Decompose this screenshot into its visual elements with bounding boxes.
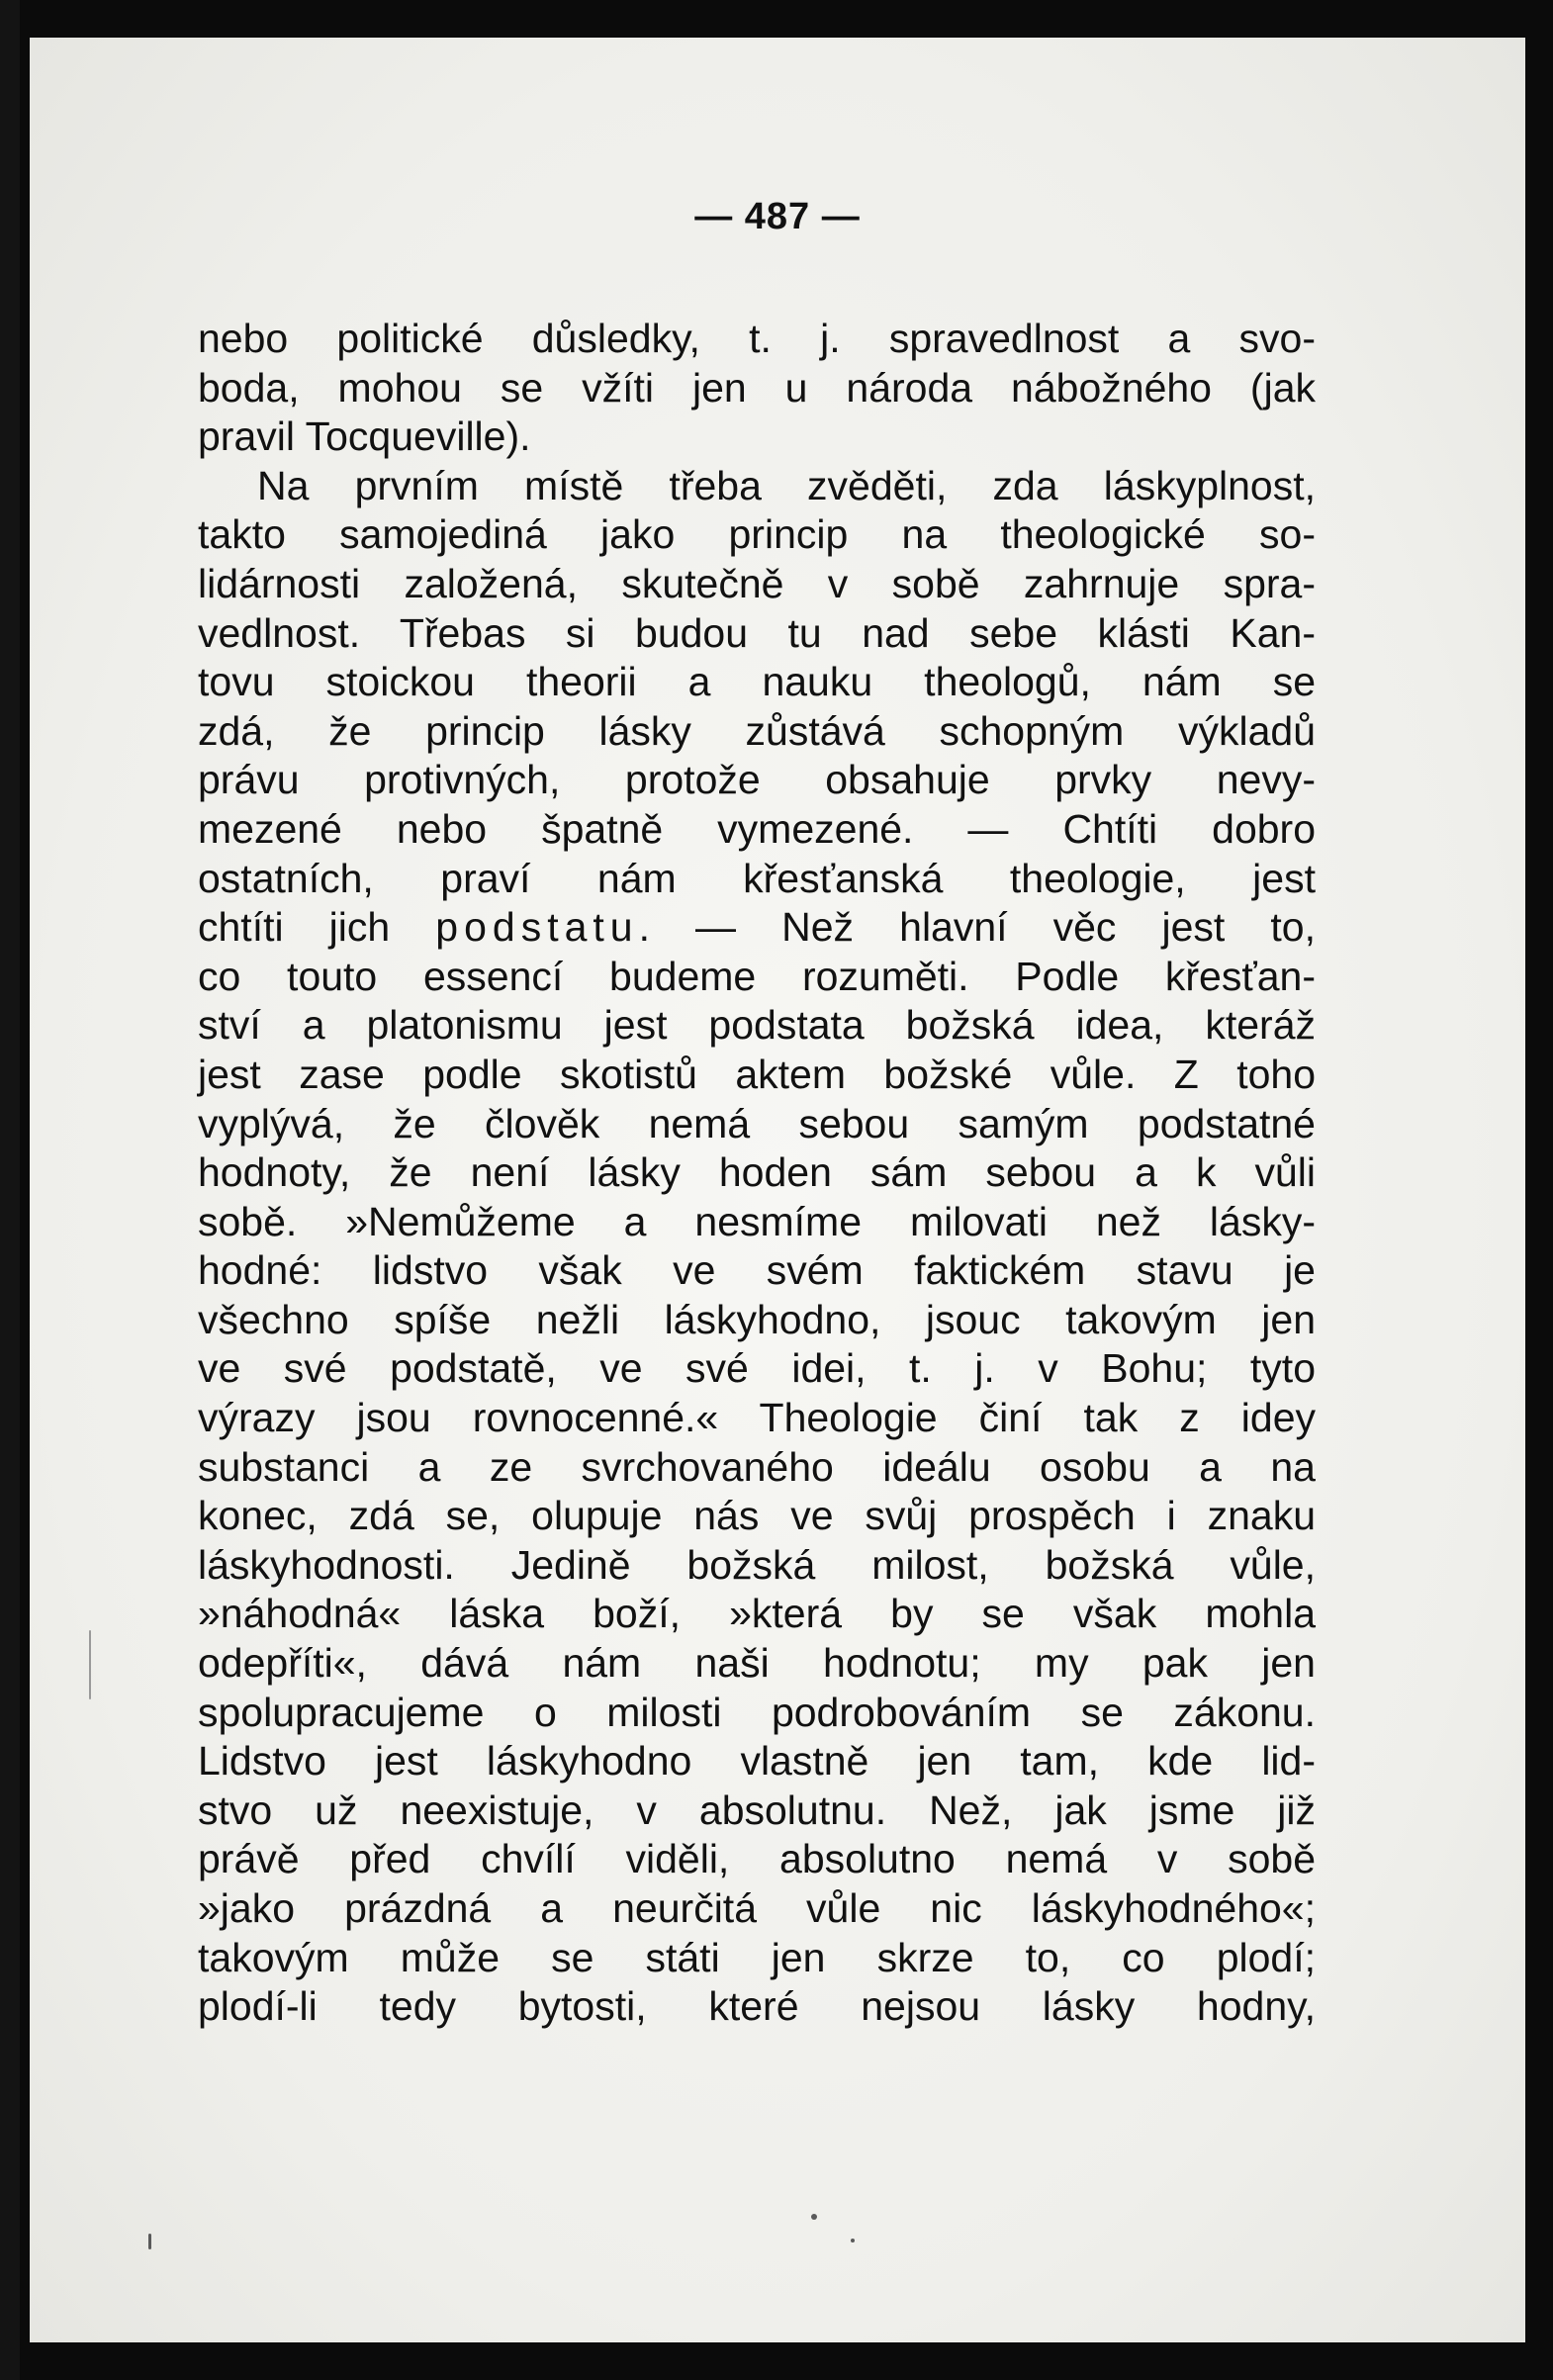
text-line: »náhodná« láska boží, »která by se však mohla	[198, 1591, 1316, 1637]
text-line: hodnoty, že není lásky hoden sám sebou a k vůli	[198, 1149, 1316, 1196]
text-line: sobě. »Nemůžeme a nesmíme milovati než lásky-	[198, 1198, 1316, 1244]
text-line: láskyhodnosti. Jedině božská milost, božská vůle,	[198, 1541, 1316, 1588]
text-line: »jako prázdná a neurčitá vůle nic láskyhodného«;	[198, 1885, 1316, 1931]
text-line: právě před chvílí viděli, absolutno nemá v sobě	[198, 1836, 1316, 1882]
text-line: stvo už neexistuje, v absolutnu. Než, jak jsme již	[198, 1786, 1316, 1833]
text-line: boda, mohou se vžíti jen u národa nábožného (jak	[198, 364, 1316, 411]
text-line: tovu stoickou theorii a nauku theologů, nám se	[198, 659, 1316, 705]
scan-speck	[851, 2239, 855, 2243]
text-line: co touto essencí budeme rozuměti. Podle křesťan-	[198, 953, 1316, 999]
text-line: vyplývá, že člověk nemá sebou samým podstatné	[198, 1100, 1316, 1146]
text-line: Lidstvo jest láskyhodno vlastně jen tam, kde lid-	[198, 1738, 1316, 1785]
scan-speck	[811, 2214, 817, 2220]
text-fragment: chtíti jich	[198, 904, 436, 951]
text-line: lidárnosti založená, skutečně v sobě zahrnuje spra-	[198, 560, 1316, 606]
text-line: ství a platonismu jest podstata božská idea, kteráž	[198, 1002, 1316, 1049]
text-line: odepříti«, dává nám naši hodnotu; my pak jen	[198, 1640, 1316, 1687]
text-line-with-emphasis	[198, 903, 1316, 953]
text-line: spolupracujeme o milosti podrobováním se zákonu.	[198, 1689, 1316, 1735]
text-line: všechno spíše nežli láskyhodno, jsouc takovým jen	[198, 1296, 1316, 1342]
text-line: vedlnost. Třebas si budou tu nad sebe klásti Kan-	[198, 609, 1316, 656]
text-line: pravil Tocqueville).	[198, 413, 531, 460]
text-line: konec, zdá se, olupuje nás ve svůj prospěch i znaku	[198, 1493, 1316, 1539]
text-line: nebo politické důsledky, t. j. spravedlnost a svo-	[198, 316, 1316, 361]
text-fragment: . — Než hlavní věc jest to,	[638, 904, 1316, 951]
text-line: mezené nebo špatně vymezené. — Chtíti dobro	[198, 805, 1316, 852]
text-line: právu protivných, protože obsahuje prvky nevy-	[198, 757, 1316, 803]
text-line: plodí-li tedy bytosti, které nejsou lásky hodny,	[198, 1983, 1316, 2030]
emphasized-word: podstatu	[435, 904, 639, 951]
text-line: Na prvním místě třeba zvěděti, zda láskyplnost,	[257, 462, 1316, 508]
text-line: takto samojediná jako princip na theologické so-	[198, 511, 1316, 558]
scan-speck	[89, 1630, 91, 1699]
text-line: substanci a ze svrchovaného ideálu osobu a na	[198, 1443, 1316, 1490]
text-line: ve své podstatě, ve své idei, t. j. v Bohu; tyto	[198, 1345, 1316, 1392]
text-line: ostatních, praví nám křesťanská theologie, jest	[198, 855, 1316, 901]
text-line: výrazy jsou rovnocenné.« Theologie činí tak z idey	[198, 1395, 1316, 1441]
text-line: zdá, že princip lásky zůstává schopným výkladů	[198, 707, 1316, 754]
text-line: jest zase podle skotistů aktem božské vůle. Z toho	[198, 1051, 1316, 1097]
scan-speck	[148, 2234, 151, 2249]
page-binding-edge	[0, 0, 20, 2380]
book-page	[30, 38, 1525, 2342]
text-line: takovým může se státi jen skrze to, co plodí;	[198, 1934, 1316, 1980]
text-line: hodné: lidstvo však ve svém faktickém stavu je	[198, 1247, 1316, 1294]
body-text	[198, 315, 1316, 2032]
page-number: — 487 —	[694, 196, 861, 237]
